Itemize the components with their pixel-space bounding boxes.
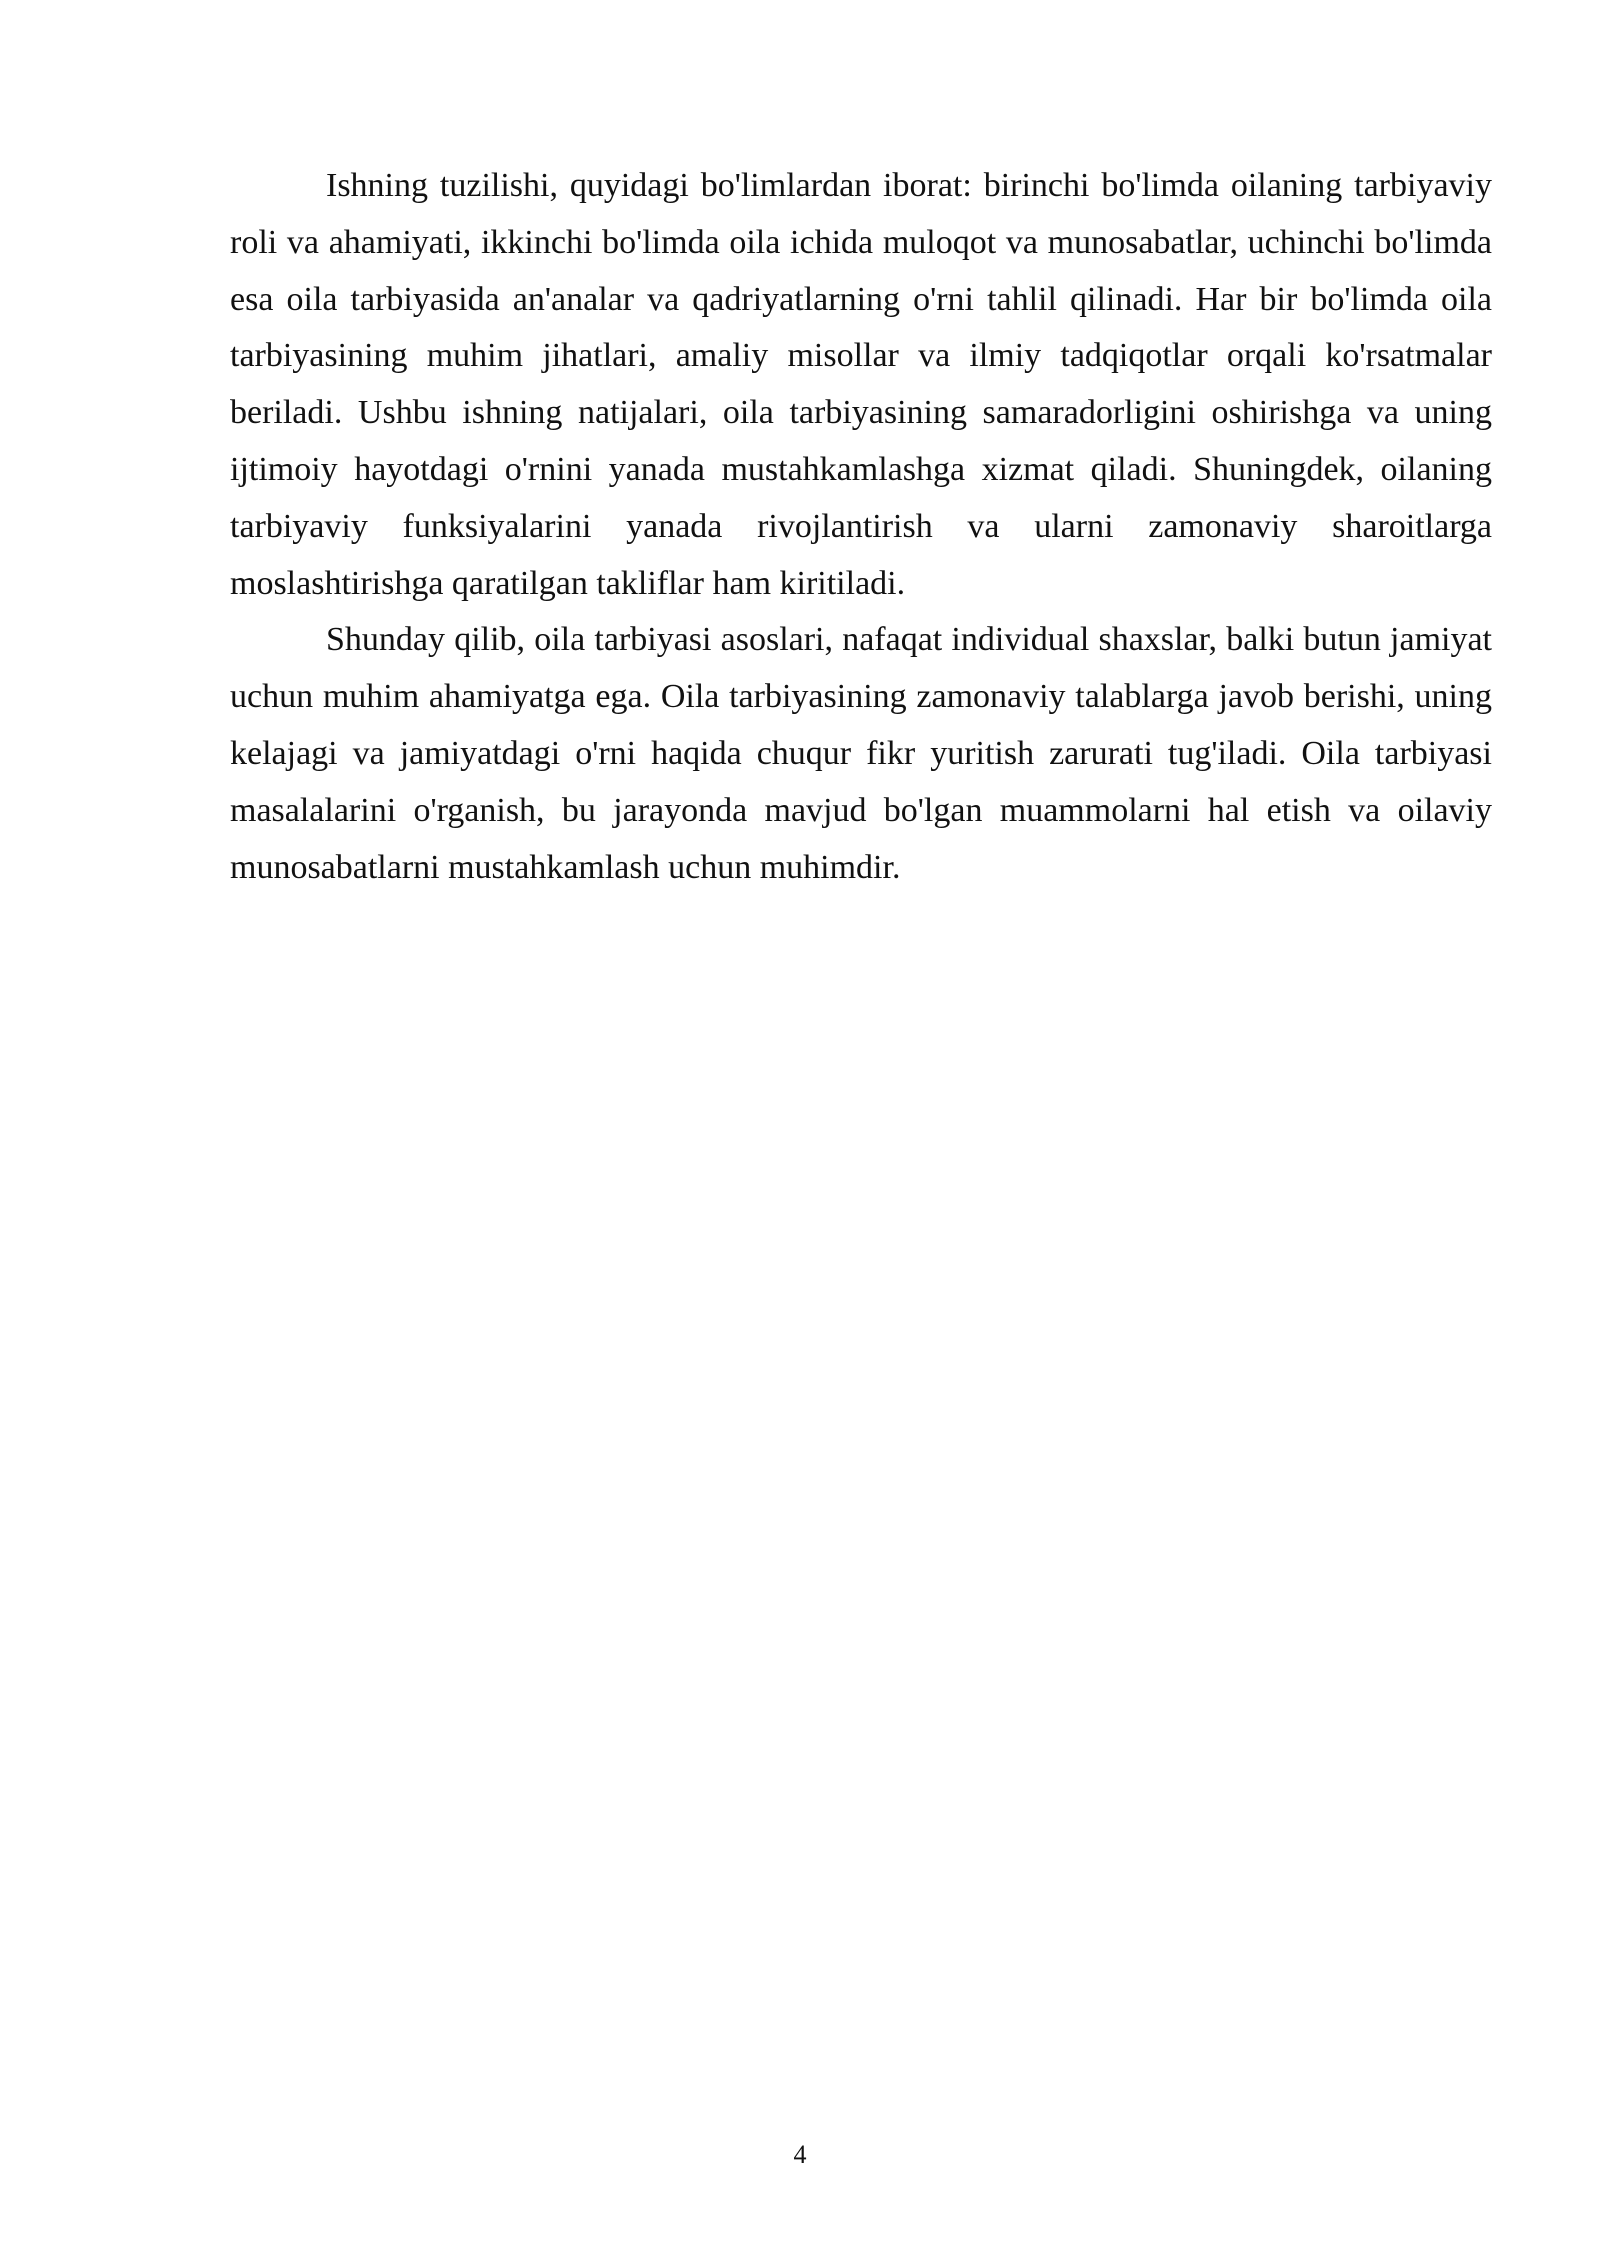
- paragraph-2: Shunday qilib, oila tarbiyasi asoslari, nafaqat individual shaxslar, balki butun jamiyat uchun muhim ahamiyatga ega. Oila tarbiyasining zamonaviy talablarga javob berishi, uning kelajagi va jamiyatdagi o'rni haqida chuqur fikr yuritish zarurati tug'iladi. Oila tarbiyasi masalalarini o'rganish, bu jarayonda mavjud bo'lgan muammolarni hal etish va oilaviy munosabatlarni mustahkamlash uchun muhimdir.: [230, 621, 1492, 886]
- body-text: [230, 158, 1492, 896]
- page-number: 4: [793, 2140, 807, 2169]
- paragraph-1: Ishning tuzilishi, quyidagi bo'limlardan iborat: birinchi bo'limda oilaning tarbiyaviy roli va ahamiyati, ikkinchi bo'limda oila ichida muloqot va munosabatlar, uchinchi bo'limda esa oila tarbiyasida an'analar va qadriyatlarning o'rni tahlil qilinadi. Har bir bo'limda oila tarbiyasining muhim jihatlari, amaliy misollar va ilmiy tadqiqotlar orqali ko'rsatmalar beriladi. Ushbu ishning natijalari, oila tarbiyasining samaradorligini oshirishga va uning ijtimoiy hayotdagi o'rnini yanada mustahkamlashga xizmat qiladi. Shuningdek, oilaning tarbiyaviy funksiyalarini yanada rivojlantirish va ularni zamonaviy sharoitlarga moslashtirishga qaratilgan takliflar ham kiritiladi.: [230, 167, 1492, 602]
